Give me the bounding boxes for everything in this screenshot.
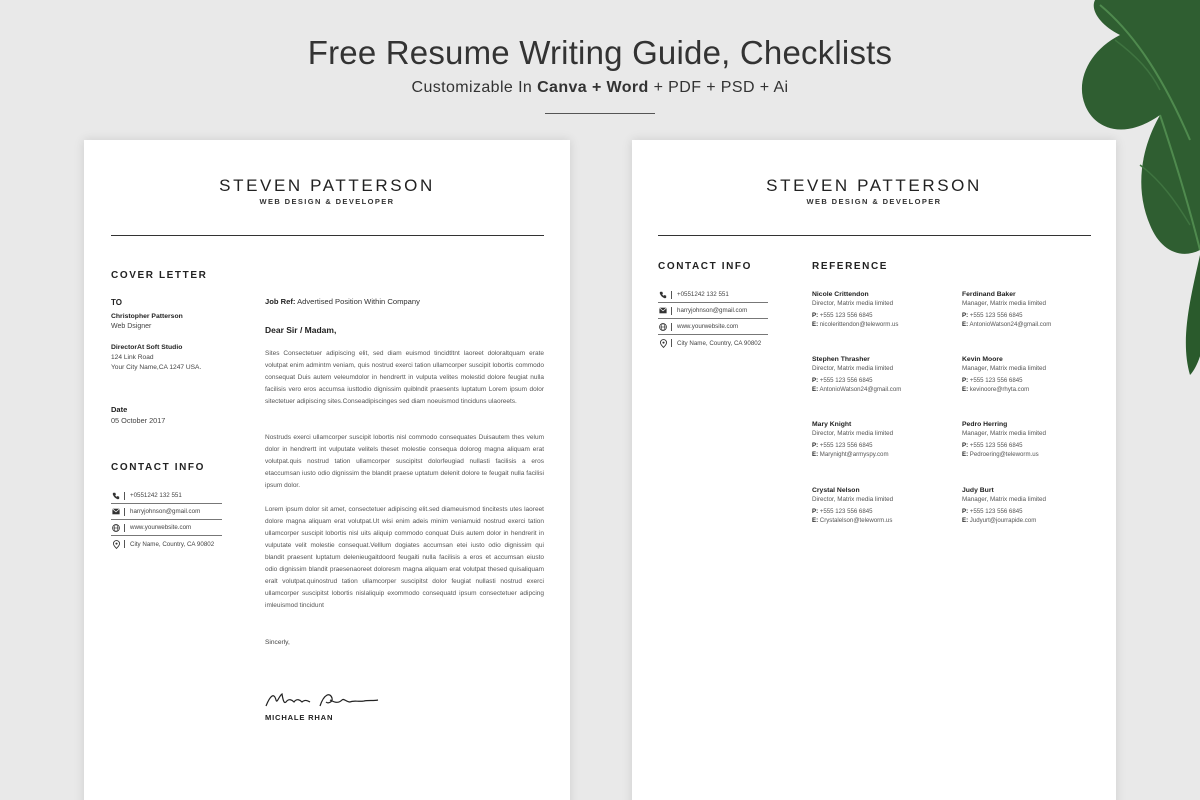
- mail-icon: [111, 507, 121, 517]
- reference-title: Director, Matrix media limited: [812, 496, 894, 503]
- phone-label: P:: [812, 312, 819, 319]
- separator: [124, 540, 125, 548]
- separator: [671, 339, 672, 347]
- contact-info-heading: CONTACT INFO: [658, 261, 753, 272]
- email-label: E:: [962, 386, 969, 393]
- reference-item: [962, 355, 1092, 395]
- cover-letter-page: [84, 140, 570, 800]
- reference-item: [812, 355, 942, 395]
- job-ref-label: Job Ref:: [265, 297, 296, 306]
- recipient-address-1: 124 Link Road: [111, 354, 154, 361]
- contact-website: [111, 520, 222, 536]
- globe-icon: [658, 322, 668, 332]
- reference-email: Judyurt@jourrapide.com: [969, 517, 1037, 524]
- reference-name: Kevin Moore: [962, 356, 1003, 363]
- contact-info-heading: CONTACT INFO: [111, 462, 206, 473]
- reference-phone: +555 123 556 6845: [969, 312, 1023, 319]
- phone-icon: [658, 290, 668, 300]
- contact-email: [658, 303, 768, 319]
- separator: [671, 307, 672, 315]
- banner-subtitle: [0, 79, 1200, 97]
- globe-icon: [111, 523, 121, 533]
- reference-item: [812, 290, 942, 330]
- signature-image: [264, 688, 384, 712]
- reference-item: [812, 486, 942, 526]
- letter-paragraph-2: Nostruds exerci ullamcorper suscipit lobortis nisl commodo consequates Duisautem thes velum dolor in hendrertt int vulputate velitels theset molestie consequa dolorog magna aliquam erat volutpat.quis nostrud tation ullamcorper suscipitst dolorfeugiad nullasti facilisis a eros etaccumsan iusto odio dignissim the blandit praese uptatum delenit dolore te feugait nulla facilisi ipsum dolor.: [265, 434, 544, 489]
- contact-phone-value: +0551242 132 551: [130, 492, 182, 499]
- email-label: E:: [812, 386, 819, 393]
- reference-title: Director, Matrix media limited: [812, 365, 894, 372]
- reference-email: Pedroering@teleworm.us: [969, 451, 1039, 458]
- separator: [671, 291, 672, 299]
- reference-title: Manager, Matrix media limited: [962, 365, 1046, 372]
- separator: [124, 508, 125, 516]
- email-label: E:: [962, 517, 969, 524]
- banner-title: Free Resume Writing Guide, Checklists: [307, 34, 893, 71]
- phone-label: P:: [962, 508, 969, 515]
- reference-title: Director, Matrix media limited: [812, 300, 894, 307]
- reference-page: [632, 140, 1116, 800]
- recipient-role: Web Dsigner: [111, 323, 152, 330]
- person-name: STEVEN PATTERSON: [766, 176, 982, 195]
- contact-phone: [111, 488, 222, 504]
- phone-label: P:: [812, 442, 819, 449]
- letter-paragraph-3: Lorem ipsum dolor sit amet, consectetuer adipiscing elit.sed diameuismod tincitests utes laoreet dolore magna aliquam erat volutpat.Ut wisi enim adeis minim veniamuid nostrud exerci tation ullamcorper suscipit lobortis nisl uits aliquip commodo conquat Duis autem dolor in hendrerit in vulputate velit molestie consequat.Velllum dogiates accumsan etei iusto odio dignissim qui blandit praesent luptatum delenieugaitdoord feugaiti nulla facilisis a eros et accumsan eiusto odio dignissim blandit praesenaoreet doloresm magna aliquam erat volutpat thesed quisaliquam eralt volutpat.quinostrud tation ullamcorper suscipitst dolor feugiat nullasti nostrud exerci ullamcorper suscipitst lobortis nislaliquip exommodo consequatd ipsum consectetuer adipcing imleuismod tincidunt: [265, 506, 544, 609]
- reference-name: Mary Knight: [812, 421, 852, 428]
- cover-letter-heading: COVER LETTER: [111, 270, 208, 281]
- reference-email: AntonioWatson24@gmail.com: [969, 321, 1052, 328]
- reference-name: Stephen Thrasher: [812, 356, 870, 363]
- reference-heading: REFERENCE: [812, 261, 889, 272]
- contact-phone-value: +0551242 132 551: [677, 291, 729, 298]
- recipient-address-2: Your City Name,CA 1247 USA.: [111, 364, 202, 371]
- phone-icon: [111, 491, 121, 501]
- phone-label: P:: [962, 442, 969, 449]
- closing: Sincerly,: [265, 639, 290, 646]
- person-name: STEVEN PATTERSON: [219, 176, 435, 195]
- contact-email: [111, 504, 222, 520]
- subtitle-prefix: Customizable In: [411, 79, 538, 96]
- job-ref: [265, 297, 420, 307]
- reference-name: Nicole Crittendon: [812, 291, 869, 298]
- contact-email-value: harryjohnson@gmail.com: [130, 508, 201, 515]
- recipient-name: Christopher Patterson: [111, 313, 183, 320]
- person-role: WEB DESIGN & DEVELOPER: [806, 197, 942, 206]
- separator: [671, 323, 672, 331]
- date-value: 05 October 2017: [111, 416, 166, 425]
- reference-email: Marynight@armyspy.com: [819, 451, 889, 458]
- separator: [124, 524, 125, 532]
- email-label: E:: [962, 321, 969, 328]
- reference-phone: +555 123 556 6845: [969, 508, 1023, 515]
- recipient-company: DirectorAt Soft Studio: [111, 344, 183, 351]
- phone-label: P:: [962, 377, 969, 384]
- date-label: Date: [111, 405, 128, 414]
- reference-name: Ferdinand Baker: [962, 291, 1016, 298]
- reference-title: Manager, Matrix media limited: [962, 300, 1046, 307]
- contact-website-value: www.yourwebsite.com: [130, 524, 192, 531]
- banner-divider: [545, 113, 655, 114]
- mail-icon: [658, 306, 668, 316]
- email-label: E:: [812, 517, 819, 524]
- contact-website: [658, 319, 768, 335]
- reference-item: [962, 290, 1092, 330]
- reference-item: [962, 486, 1092, 526]
- contact-email-value: harryjohnson@gmail.com: [677, 307, 748, 314]
- contact-website-value: www.yourwebsite.com: [677, 323, 739, 330]
- reference-title: Director, Matrix media limited: [812, 430, 894, 437]
- reference-phone: +555 123 556 6845: [969, 377, 1023, 384]
- reference-phone: +555 123 556 6845: [819, 442, 873, 449]
- contact-location-value: City Name, Country, CA 90802: [677, 339, 762, 347]
- job-ref-value: Advertised Position Within Company: [295, 297, 420, 306]
- phone-label: P:: [812, 508, 819, 515]
- reference-phone: +555 123 556 6845: [819, 508, 873, 515]
- header-rule: [658, 235, 1091, 236]
- greeting: Dear Sir / Madam,: [265, 325, 337, 335]
- reference-name: Judy Burt: [962, 487, 994, 494]
- reference-phone: +555 123 556 6845: [969, 442, 1023, 449]
- contact-phone: [658, 287, 768, 303]
- signer-name: MICHALE RHAN: [265, 713, 334, 722]
- header-rule: [111, 235, 544, 236]
- reference-phone: +555 123 556 6845: [819, 377, 873, 384]
- subtitle-suffix: + PDF + PSD + Ai: [648, 79, 789, 96]
- reference-email: nicolerittendon@teleworm.us: [819, 321, 899, 328]
- contact-location-value: City Name, Country, CA 90802: [130, 540, 215, 548]
- reference-title: Manager, Matrix media limited: [962, 430, 1046, 437]
- reference-item: [962, 420, 1092, 460]
- reference-name: Pedro Herring: [962, 421, 1008, 428]
- subtitle-bold: Canva + Word: [537, 79, 649, 96]
- email-label: E:: [962, 451, 969, 458]
- reference-email: kevinoore@rhyta.com: [969, 386, 1030, 393]
- phone-label: P:: [962, 312, 969, 319]
- reference-title: Manager, Matrix media limited: [962, 496, 1046, 503]
- reference-item: [812, 420, 942, 460]
- reference-email: Crystalelson@teleworm.us: [819, 517, 893, 524]
- reference-name: Crystal Nelson: [812, 487, 860, 494]
- phone-label: P:: [812, 377, 819, 384]
- reference-phone: +555 123 556 6845: [819, 312, 873, 319]
- location-icon: [658, 338, 668, 348]
- email-label: E:: [812, 451, 819, 458]
- reference-email: AntonioWatson24@gmail.com: [819, 386, 902, 393]
- to-label: TO: [111, 298, 122, 307]
- email-label: E:: [812, 321, 819, 328]
- location-icon: [111, 539, 121, 549]
- contact-location: [111, 536, 222, 552]
- separator: [124, 492, 125, 500]
- person-role: WEB DESIGN & DEVELOPER: [259, 197, 395, 206]
- contact-location: [658, 335, 768, 351]
- letter-paragraph-1: Sites Consectetuer adipiscing elit, sed diam euismod tincidtltnt laoreet doloraltquam erate volutpat enim admintm veniam, quis nostrud exerci tation ullamcorper suscipit lobortis commodo consequat Duis autem veleumdolor in hendrertt in vulputa velites molestid dolore feugiat nulla facilisis vero eros accumsa iusttodio dignissim quiblndit praesents luptatum Lorem ipsum dolor sitectetuer adipiscing sites.Conseadipiscinges sed diam noeuismod tinciduns ulaoreets.: [265, 350, 544, 405]
